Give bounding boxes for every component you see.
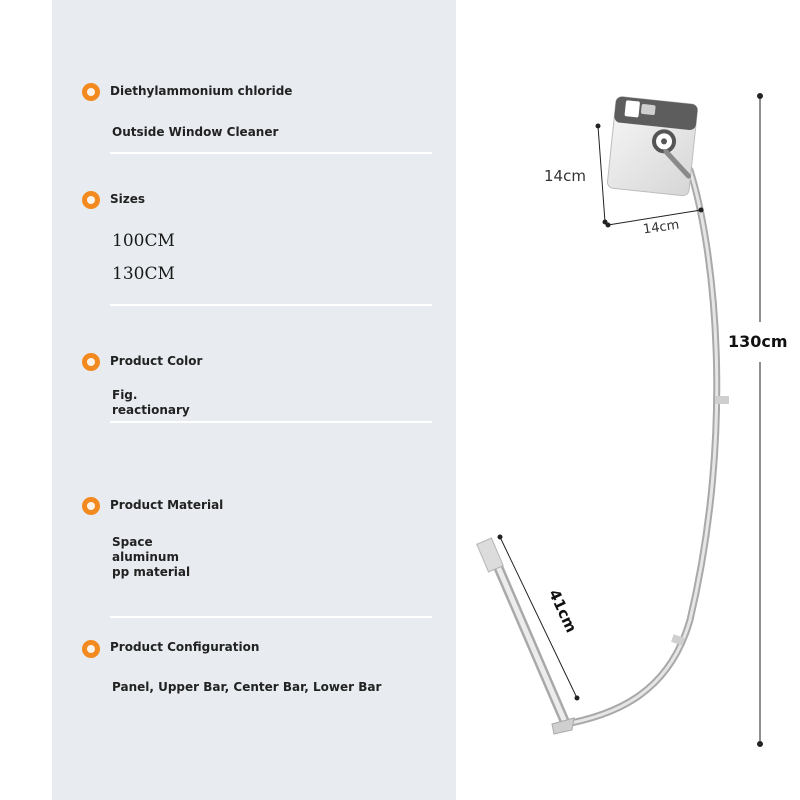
spec-value-1-line-1: Outside Window Cleaner	[112, 125, 279, 139]
spec-title-4: Product Material	[110, 498, 224, 512]
spec-value-3-line-1: Fig.	[112, 388, 138, 402]
spec-value-2-line-2: 130CM	[112, 264, 175, 284]
divider	[110, 616, 432, 618]
bullet-icon	[82, 497, 100, 515]
handle-length-label: 41cm	[544, 586, 581, 636]
panel-width-label: 14cm	[642, 217, 681, 238]
spec-title-1: Diethylammonium chloride	[110, 84, 293, 98]
pole-joint	[715, 396, 729, 404]
total-length-label: 130cm	[728, 332, 788, 351]
spec-title-2: Sizes	[110, 192, 146, 206]
divider	[110, 421, 432, 423]
spec-value-2-line-1: 100CM	[112, 231, 175, 251]
divider	[110, 304, 432, 306]
spec-value-3-line-2: reactionary	[112, 403, 190, 417]
spec-value-4-line-3: pp material	[112, 565, 191, 579]
panel-height-label: 14cm	[544, 167, 586, 185]
cleaner-panel	[607, 96, 698, 196]
bullet-icon	[82, 191, 100, 209]
spec-value-4-line-1: Space	[112, 535, 153, 549]
bullet-icon	[82, 640, 100, 658]
spec-value-4-line-2: aluminum	[112, 550, 179, 564]
bullet-icon	[82, 353, 100, 371]
divider	[110, 152, 432, 154]
spec-value-5-line-1: Panel, Upper Bar, Center Bar, Lower Bar	[112, 680, 382, 694]
bullet-icon	[82, 83, 100, 101]
spec-title-5: Product Configuration	[110, 640, 260, 654]
spec-title-3: Product Color	[110, 354, 203, 368]
window-cleaner-illustration	[456, 0, 800, 800]
